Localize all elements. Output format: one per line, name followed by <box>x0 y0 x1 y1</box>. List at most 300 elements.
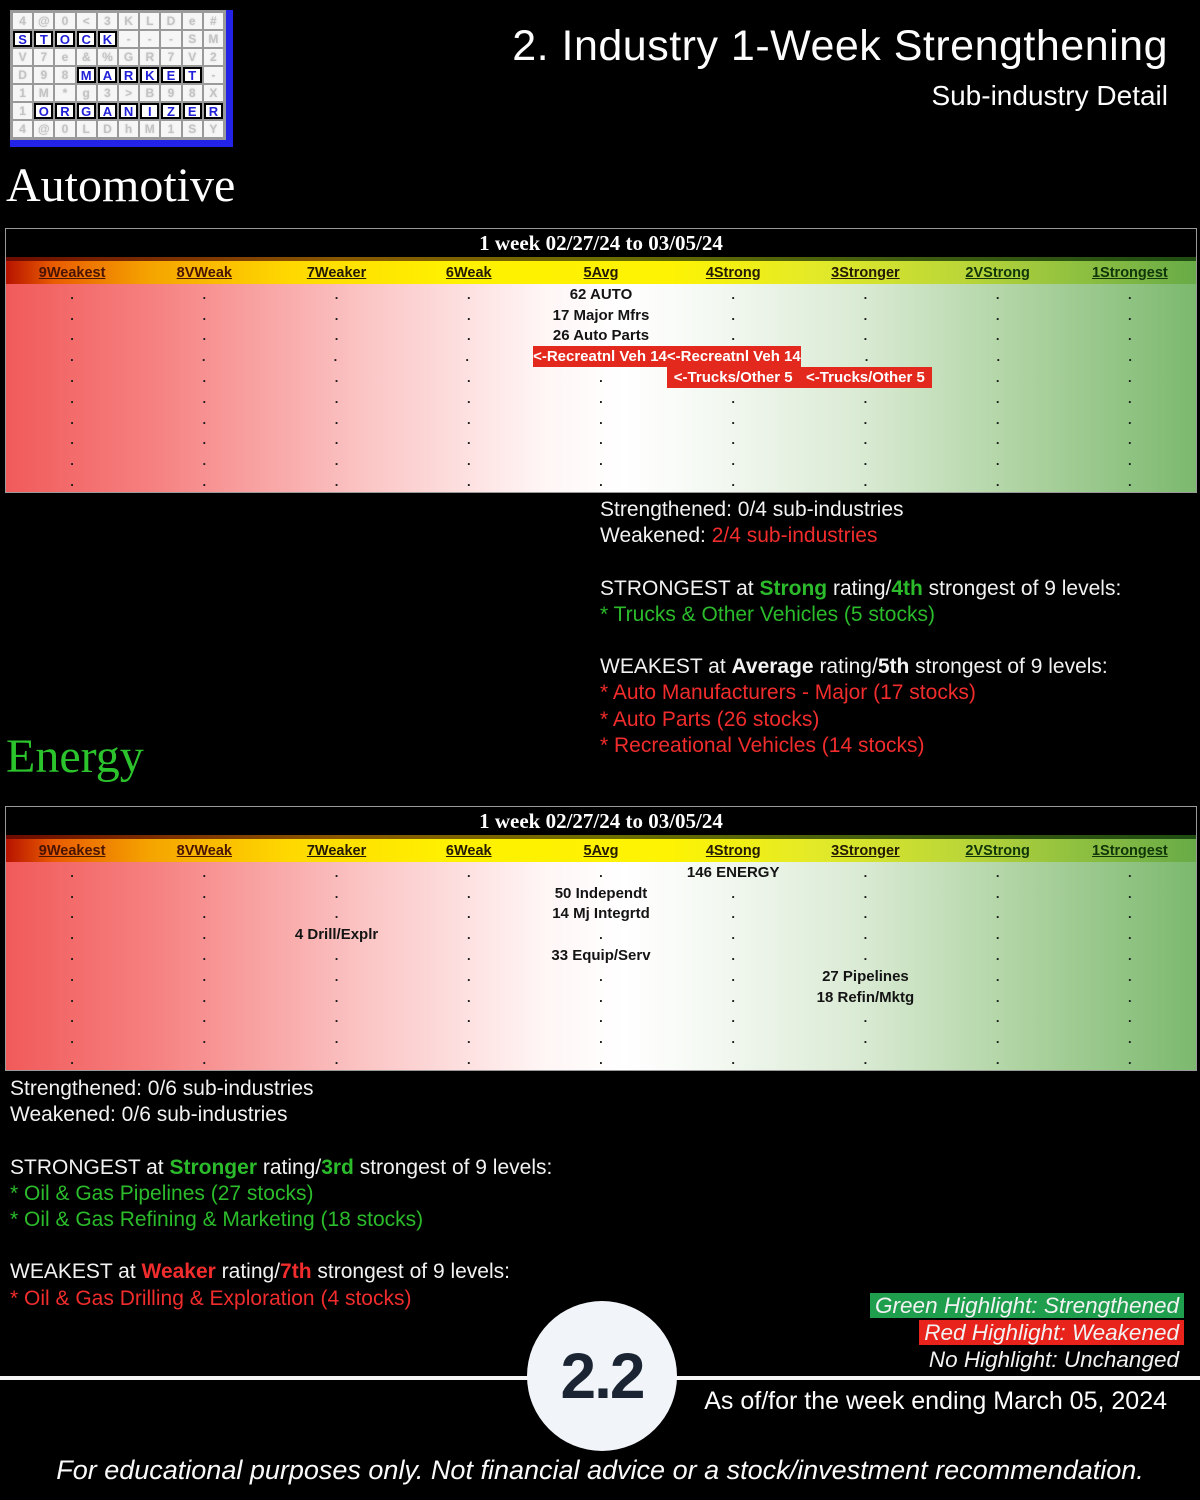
placeholder-dot: . <box>466 307 471 323</box>
empty-cell <box>535 987 667 1008</box>
empty-cell <box>1064 883 1196 904</box>
empty-cell <box>138 1008 270 1029</box>
summary-segment: rating/ <box>827 576 892 600</box>
empty-cell <box>138 987 270 1008</box>
empty-cell <box>1064 987 1196 1008</box>
empty-cell <box>667 450 799 471</box>
rating-row <box>6 346 1196 367</box>
logo-tile: D <box>13 67 32 83</box>
empty-cell <box>403 450 535 471</box>
empty-cell <box>138 388 270 409</box>
placeholder-dot: . <box>70 1010 74 1026</box>
summary-line <box>10 1233 552 1259</box>
empty-cell <box>403 471 535 492</box>
empty-cell <box>535 409 667 430</box>
placeholder-dot: . <box>466 885 471 901</box>
logo-tile: Z <box>161 103 180 119</box>
logo-tile: - <box>204 67 223 83</box>
rating-row <box>6 471 1196 492</box>
empty-cell <box>138 945 270 966</box>
empty-cell <box>535 388 667 409</box>
summary-energy <box>10 1076 552 1312</box>
placeholder-dot: . <box>334 411 339 427</box>
logo-tile: R <box>119 67 138 83</box>
empty-cell <box>535 1028 667 1049</box>
placeholder-dot: . <box>466 432 471 448</box>
empty-cell <box>932 924 1064 945</box>
placeholder-dot: . <box>731 390 736 406</box>
empty-cell <box>403 987 535 1008</box>
empty-cell <box>1064 326 1196 347</box>
placeholder-dot: . <box>863 1010 868 1026</box>
rating-column-header: 7Weaker <box>306 842 367 859</box>
section-heading-energy: Energy <box>6 730 144 783</box>
placeholder-dot: . <box>70 1052 74 1068</box>
empty-cell <box>1064 430 1196 451</box>
placeholder-dot: . <box>334 1031 339 1047</box>
placeholder-dot: . <box>70 989 74 1005</box>
empty-cell <box>138 1049 270 1070</box>
logo-tile: h <box>119 121 138 137</box>
logo-tile: Y <box>204 121 223 137</box>
placeholder-dot: . <box>731 1052 736 1068</box>
placeholder-dot: . <box>1128 307 1132 323</box>
placeholder-dot: . <box>466 328 471 344</box>
placeholder-dot: . <box>466 989 471 1005</box>
summary-segment: 2/4 sub-industries <box>711 524 878 548</box>
logo-tile: S <box>13 31 32 47</box>
rating-row <box>6 284 1196 305</box>
placeholder-dot: . <box>995 1031 1000 1047</box>
empty-cell <box>932 430 1064 451</box>
placeholder-dot: . <box>202 906 207 922</box>
placeholder-dot: . <box>731 927 736 943</box>
empty-cell <box>667 945 799 966</box>
summary-line <box>600 523 1121 549</box>
placeholder-dot: . <box>70 927 74 943</box>
empty-cell <box>932 284 1064 305</box>
logo-tile: e <box>183 13 202 29</box>
empty-cell <box>932 1028 1064 1049</box>
empty-cell <box>799 471 931 492</box>
placeholder-dot: . <box>1128 286 1132 302</box>
weakened-subindustry-cell: <-Recreatnl Veh 14 <box>666 348 801 366</box>
logo-tile: 0 <box>55 13 74 29</box>
empty-cell <box>403 862 535 883</box>
placeholder-dot: . <box>1128 927 1132 943</box>
empty-cell <box>799 326 931 347</box>
page-number-badge <box>527 1301 677 1451</box>
summary-segment: * Recreational Vehicles (14 stocks) <box>600 733 925 757</box>
rating-table-automotive <box>5 228 1197 493</box>
summary-line <box>600 628 1121 654</box>
placeholder-dot: . <box>1128 1052 1132 1068</box>
empty-cell <box>138 284 270 305</box>
empty-cell <box>1064 862 1196 883</box>
empty-cell <box>270 945 402 966</box>
empty-cell <box>667 430 799 451</box>
logo-tile: M <box>34 85 53 101</box>
empty-cell <box>270 367 402 388</box>
placeholder-dot: . <box>599 1031 603 1047</box>
empty-cell <box>799 862 931 883</box>
placeholder-dot: . <box>334 286 339 302</box>
placeholder-dot: . <box>70 390 74 406</box>
placeholder-dot: . <box>466 411 471 427</box>
placeholder-dot: . <box>70 432 74 448</box>
empty-cell <box>403 1008 535 1029</box>
empty-cell <box>270 1049 402 1070</box>
placeholder-dot: . <box>863 474 868 490</box>
empty-cell <box>932 987 1064 1008</box>
placeholder-dot: . <box>70 885 74 901</box>
placeholder-dot: . <box>995 474 1000 490</box>
logo-tile: R <box>55 103 74 119</box>
placeholder-dot: . <box>863 390 868 406</box>
empty-cell <box>6 987 138 1008</box>
logo-tile: T <box>34 31 53 47</box>
logo-tile: E <box>161 67 180 83</box>
placeholder-dot: . <box>995 948 1000 964</box>
empty-cell <box>6 1028 138 1049</box>
placeholder-dot: . <box>70 411 74 427</box>
summary-segment: * Auto Manufacturers - Major (17 stocks) <box>600 681 976 705</box>
empty-cell <box>932 326 1064 347</box>
logo-tile: V <box>13 49 32 65</box>
placeholder-dot: . <box>731 474 736 490</box>
logo-tile: S <box>183 31 202 47</box>
empty-cell <box>270 450 402 471</box>
empty-cell <box>138 430 270 451</box>
placeholder-dot: . <box>466 927 471 943</box>
summary-segment: Weakened: 0/6 sub-industries <box>10 1103 288 1127</box>
subindustry-cell: 33 Equip/Serv <box>551 947 651 965</box>
summary-line <box>10 1207 552 1233</box>
empty-cell <box>535 430 667 451</box>
placeholder-dot: . <box>599 411 603 427</box>
summary-automotive <box>600 497 1121 759</box>
placeholder-dot: . <box>1128 474 1132 490</box>
rating-column-header: 4Strong <box>705 842 761 859</box>
placeholder-dot: . <box>863 307 868 323</box>
rating-column-header: 8VWeak <box>176 264 232 281</box>
placeholder-dot: . <box>1128 948 1132 964</box>
empty-cell <box>6 284 138 305</box>
placeholder-dot: . <box>202 989 207 1005</box>
empty-cell <box>932 1008 1064 1029</box>
empty-cell <box>932 450 1064 471</box>
placeholder-dot: . <box>863 864 868 880</box>
empty-cell <box>403 904 535 925</box>
logo-tile: M <box>77 67 96 83</box>
placeholder-dot: . <box>70 328 74 344</box>
placeholder-dot: . <box>334 307 339 323</box>
placeholder-dot: . <box>863 1052 868 1068</box>
empty-cell <box>270 305 402 326</box>
rating-row <box>6 1028 1196 1049</box>
summary-segment: * Trucks & Other Vehicles (5 stocks) <box>600 602 935 626</box>
placeholder-dot: . <box>995 864 1000 880</box>
placeholder-dot: . <box>731 1031 736 1047</box>
placeholder-dot: . <box>334 474 339 490</box>
placeholder-dot: . <box>731 989 736 1005</box>
empty-cell <box>932 904 1064 925</box>
empty-cell <box>403 883 535 904</box>
empty-cell <box>270 1028 402 1049</box>
placeholder-dot: . <box>864 349 869 365</box>
empty-cell <box>270 284 402 305</box>
logo-tile: < <box>77 13 96 29</box>
placeholder-dot: . <box>995 1052 1000 1068</box>
placeholder-dot: . <box>995 885 1000 901</box>
empty-cell <box>270 388 402 409</box>
placeholder-dot: . <box>334 968 339 984</box>
empty-cell <box>667 388 799 409</box>
placeholder-dot: . <box>1128 411 1132 427</box>
logo-tile: G <box>77 103 96 119</box>
placeholder-dot: . <box>334 370 339 386</box>
summary-line <box>10 1259 552 1285</box>
logo-tile: M <box>140 121 159 137</box>
summary-line <box>10 1102 552 1128</box>
placeholder-dot: . <box>599 432 603 448</box>
empty-cell <box>799 284 931 305</box>
logo-tile: - <box>161 31 180 47</box>
empty-cell <box>667 409 799 430</box>
empty-cell <box>403 388 535 409</box>
rating-row <box>6 945 1196 966</box>
empty-cell <box>6 966 138 987</box>
rating-column-header: 3Stronger <box>831 842 900 859</box>
placeholder-dot: . <box>334 948 339 964</box>
placeholder-dot: . <box>202 864 207 880</box>
rating-row <box>6 924 1196 945</box>
summary-segment: Stronger <box>169 1155 257 1179</box>
logo-tile: C <box>77 31 96 47</box>
empty-cell <box>403 945 535 966</box>
summary-segment: 3rd <box>321 1155 354 1179</box>
empty-cell <box>138 1028 270 1049</box>
summary-segment: WEAKEST at <box>10 1260 142 1284</box>
empty-cell <box>403 924 535 945</box>
rating-column-headers <box>6 261 1196 284</box>
logo-tile: S <box>183 121 202 137</box>
placeholder-dot: . <box>863 453 868 469</box>
rating-row <box>6 450 1196 471</box>
empty-cell <box>1064 471 1196 492</box>
empty-cell <box>535 367 667 388</box>
as-of-date: As of/for the week ending March 05, 2024 <box>704 1387 1167 1415</box>
placeholder-dot: . <box>731 968 736 984</box>
logo-tile: * <box>55 85 74 101</box>
placeholder-dot: . <box>70 307 74 323</box>
summary-line <box>600 549 1121 575</box>
empty-cell <box>403 409 535 430</box>
placeholder-dot: . <box>466 1010 471 1026</box>
empty-cell <box>932 966 1064 987</box>
placeholder-dot: . <box>731 1010 736 1026</box>
subindustry-cell: 17 Major Mfrs <box>552 306 650 324</box>
rating-column-header: 2VStrong <box>965 842 1030 859</box>
summary-line <box>10 1181 552 1207</box>
logo-tile: R <box>140 49 159 65</box>
logo-tile: O <box>55 31 74 47</box>
empty-cell <box>6 388 138 409</box>
placeholder-dot: . <box>1128 370 1132 386</box>
placeholder-dot: . <box>599 989 603 1005</box>
placeholder-dot: . <box>70 286 74 302</box>
placeholder-dot: . <box>995 989 1000 1005</box>
logo-tile: B <box>140 85 159 101</box>
logo-tile: N <box>119 103 138 119</box>
placeholder-dot: . <box>995 286 1000 302</box>
subindustry-cell: 26 Auto Parts <box>552 327 650 345</box>
summary-line <box>600 602 1121 628</box>
placeholder-dot: . <box>202 307 207 323</box>
empty-cell <box>535 1008 667 1029</box>
placeholder-dot: . <box>70 968 74 984</box>
summary-line <box>10 1128 552 1154</box>
empty-cell <box>403 284 535 305</box>
logo-tile: A <box>98 103 117 119</box>
rating-period: 1 week 02/27/24 to 03/05/24 <box>6 807 1196 835</box>
placeholder-dot: . <box>334 390 339 406</box>
empty-cell <box>667 284 799 305</box>
placeholder-dot: . <box>1128 1010 1132 1026</box>
empty-cell <box>667 966 799 987</box>
placeholder-dot: . <box>466 390 471 406</box>
placeholder-dot: . <box>466 1031 471 1047</box>
summary-segment: Weaker <box>141 1260 216 1284</box>
rating-table-energy <box>5 806 1197 1071</box>
empty-cell <box>6 1049 138 1070</box>
placeholder-dot: . <box>731 411 736 427</box>
placeholder-dot: . <box>333 349 338 365</box>
placeholder-dot: . <box>202 328 207 344</box>
empty-cell <box>667 1049 799 1070</box>
placeholder-dot: . <box>202 1031 207 1047</box>
placeholder-dot: . <box>863 1031 868 1047</box>
placeholder-dot: . <box>1128 906 1132 922</box>
summary-line <box>600 733 1121 759</box>
summary-segment: Strengthened: 0/6 sub-industries <box>10 1077 314 1100</box>
empty-cell <box>535 1049 667 1070</box>
placeholder-dot: . <box>70 864 74 880</box>
summary-segment: * Oil & Gas Drilling & Exploration (4 stocks) <box>10 1286 412 1310</box>
empty-cell <box>1064 409 1196 430</box>
logo-tile: @ <box>34 121 53 137</box>
placeholder-dot: . <box>1128 432 1132 448</box>
logo-tile: 4 <box>13 13 32 29</box>
placeholder-dot: . <box>731 453 736 469</box>
empty-cell <box>270 346 402 367</box>
placeholder-dot: . <box>202 1010 207 1026</box>
summary-line <box>600 680 1121 706</box>
logo-tile: K <box>119 13 138 29</box>
rating-row <box>6 1049 1196 1070</box>
summary-segment: * Oil & Gas Refining & Marketing (18 stocks) <box>10 1208 424 1232</box>
placeholder-dot: . <box>995 927 1000 943</box>
rating-row <box>6 883 1196 904</box>
disclaimer: For educational purposes only. Not financial advice or a stock/investment recommendation. <box>56 1455 1144 1485</box>
summary-line <box>600 497 1121 523</box>
logo-tile: 0 <box>55 121 74 137</box>
placeholder-dot: . <box>70 948 74 964</box>
rating-row <box>6 409 1196 430</box>
rating-row <box>6 966 1196 987</box>
placeholder-dot: . <box>70 370 74 386</box>
logo-tile: @ <box>34 13 53 29</box>
empty-cell <box>799 883 931 904</box>
legend-item <box>870 1346 1184 1373</box>
empty-cell <box>667 904 799 925</box>
logo-tile: 1 <box>13 85 32 101</box>
empty-cell <box>138 305 270 326</box>
empty-cell <box>1064 388 1196 409</box>
rating-row <box>6 430 1196 451</box>
empty-cell <box>270 409 402 430</box>
empty-cell <box>6 450 138 471</box>
placeholder-dot: . <box>863 906 868 922</box>
logo-tile: I <box>140 103 159 119</box>
placeholder-dot: . <box>202 948 207 964</box>
placeholder-dot: . <box>995 411 1000 427</box>
subindustry-cell: 18 Refin/Mktg <box>816 988 915 1006</box>
empty-cell <box>6 945 138 966</box>
rating-row <box>6 367 1196 388</box>
empty-cell <box>667 326 799 347</box>
empty-cell <box>932 1049 1064 1070</box>
placeholder-dot: . <box>1128 349 1132 365</box>
empty-cell <box>403 430 535 451</box>
weakened-subindustry-cell: <-Trucks/Other 5 <box>799 367 931 388</box>
logo-tile: 8 <box>183 85 202 101</box>
logo-tile: M <box>204 31 223 47</box>
empty-cell <box>403 966 535 987</box>
empty-cell <box>667 471 799 492</box>
logo-tile: 3 <box>98 85 117 101</box>
placeholder-dot: . <box>995 968 1000 984</box>
logo-tile: L <box>140 13 159 29</box>
empty-cell <box>799 945 931 966</box>
placeholder-dot: . <box>1128 885 1132 901</box>
empty-cell <box>403 305 535 326</box>
rating-column-header: 6Weak <box>445 264 492 281</box>
rating-row <box>6 305 1196 326</box>
empty-cell <box>6 862 138 883</box>
empty-cell <box>799 409 931 430</box>
summary-segment: * Oil & Gas Pipelines (27 stocks) <box>10 1181 314 1205</box>
placeholder-dot: . <box>70 453 74 469</box>
placeholder-dot: . <box>202 411 207 427</box>
empty-cell <box>932 367 1064 388</box>
logo-tile: > <box>119 85 138 101</box>
empty-cell <box>6 326 138 347</box>
summary-segment: strongest of 9 levels: <box>353 1155 553 1179</box>
empty-cell <box>1064 945 1196 966</box>
empty-cell <box>535 471 667 492</box>
summary-line <box>600 654 1121 680</box>
placeholder-dot: . <box>599 370 603 386</box>
placeholder-dot: . <box>466 370 471 386</box>
summary-line <box>600 707 1121 733</box>
logo-tile: R <box>204 103 223 119</box>
header <box>512 22 1168 112</box>
empty-cell <box>799 1028 931 1049</box>
subindustry-cell: 27 Pipelines <box>822 967 909 985</box>
placeholder-dot: . <box>334 432 339 448</box>
empty-cell <box>667 305 799 326</box>
